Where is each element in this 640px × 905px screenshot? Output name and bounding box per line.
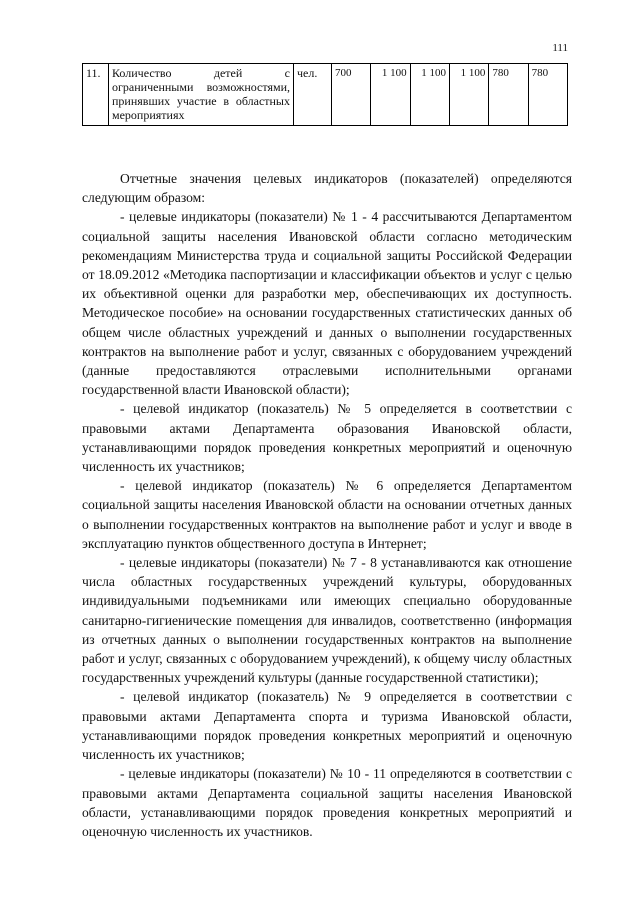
indicators-table (82, 63, 568, 126)
paragraph-indicators-1-4: - целевые индикаторы (показатели) № 1 - 4 рассчитываются Департаментом социальной защиты населения Ивановской области согласно методическим рекомендациям Министерства труда и социальной защиты Российской Федерации от 18.09.2012 «Методика паспортизации и классификации объектов и услуг с целью их объективной оценки для разработки мер, обеспечивающих их доступность. Методическое пособие» на основании государственных статистических данных об общем числе областных учреждений и данных о выполнении государственных контрактов на выполнение работ и услуг, связанных с оборудованием учреждений (данные предоставляются отраслевыми исполнительными органами государственной власти Ивановской области); (82, 209, 572, 398)
paragraph-indicator-6: - целевой индикатор (показатель) № 6 определяется Департаментом социальной защиты населения Ивановской области на основании отчетных данных о выполнении государственных контрактов на выполнение работ и услуг и вводе в эксплуатацию пунктов общественного доступа в Интернет; (82, 478, 572, 551)
indicator-name: Количество детей с ограниченными возможностями, принявших участие в областных мероприятиях (112, 66, 290, 122)
page-number: 111 (552, 42, 568, 54)
body-text (82, 169, 572, 841)
value-cell: 1 100 (449, 64, 488, 126)
value-cell: 700 (332, 64, 371, 126)
row-number: 11. (83, 64, 109, 126)
paragraph-indicators-10-11: - целевые индикаторы (показатели) № 10 - 11 определяются в соответствии с правовыми актами Департамента социальной защиты населения Ивановской области, устанавливающими порядок проведения конкретных мероприятий и оценочную численность их участников. (82, 766, 572, 839)
paragraph-indicators-7-8: - целевые индикаторы (показатели) № 7 - 8 устанавливаются как отношение числа областных государственных учреждений культуры, оборудованных индивидуальными подъемниками или имеющих специально оборудованные санитарно-гигиенические помещения для инвалидов, соответственно (информация из отчетных данных о выполнении государственных контрактов на выполнение работ и услуг, связанных с оборудованием учреждений), к общему числу областных государственных учреждений культуры (данные государственной статистики); (82, 555, 572, 686)
unit-cell: чел. (294, 64, 332, 126)
value-cell: 1 100 (371, 64, 410, 126)
indicator-name-cell (109, 64, 294, 126)
table-row (83, 64, 568, 126)
value-cell: 1 100 (410, 64, 449, 126)
paragraph-indicator-5: - целевой индикатор (показатель) № 5 определяется в соответствии с правовыми актами Департамента образования Ивановской области, устанавливающими порядок проведения конкретных мероприятий и оценочную численность их участников; (82, 401, 572, 475)
value-cell: 780 (489, 64, 528, 126)
paragraph-indicator-9: - целевой индикатор (показатель) № 9 определяется в соответствии с правовыми актами Департамента спорта и туризма Ивановской области, устанавливающими порядок проведения конкретных мероприятий и оценочную численность их участников; (82, 689, 572, 763)
value-cell: 780 (528, 64, 567, 126)
paragraph-intro: Отчетные значения целевых индикаторов (показателей) определяются следующим образом: (82, 171, 572, 206)
